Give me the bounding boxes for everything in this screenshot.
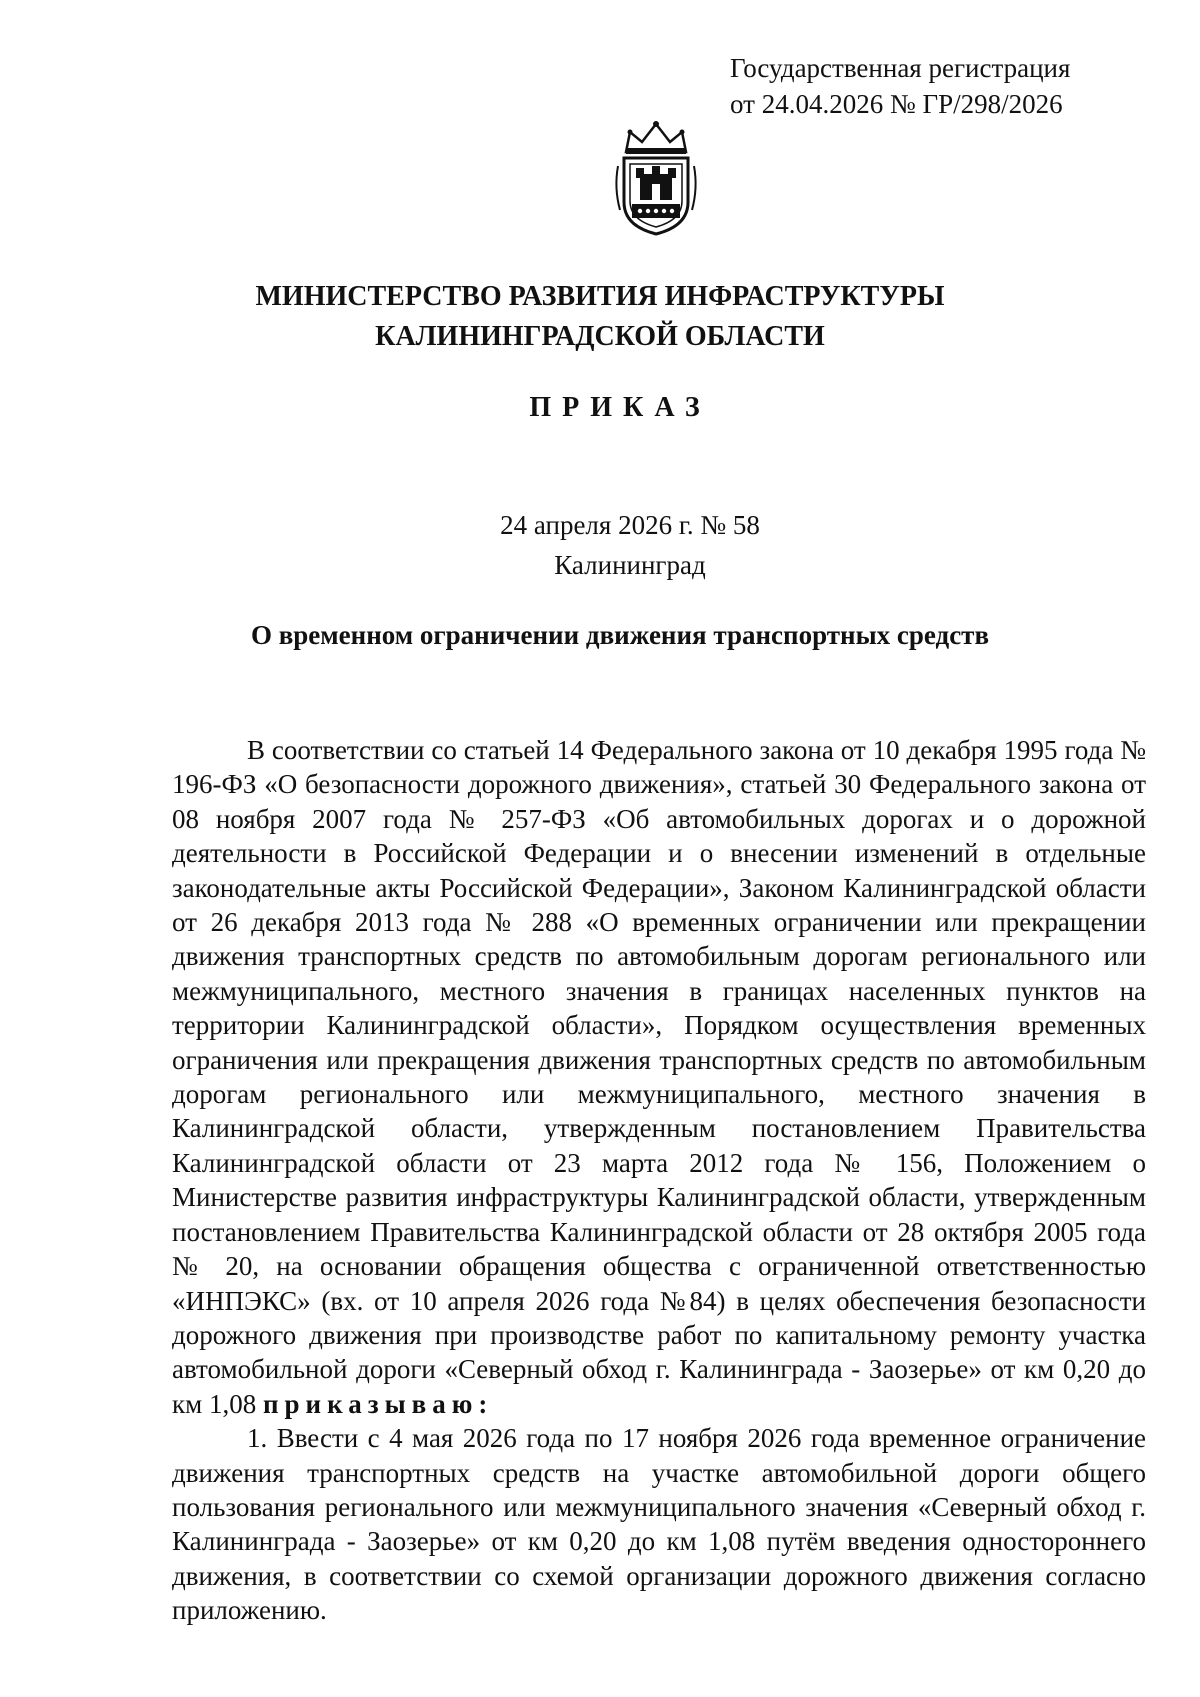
- order-date-block: [0, 505, 1200, 585]
- document-body: [172, 733, 1146, 1628]
- preamble-text: В соответствии со статьей 14 Федерального закона от 10 декабря 1995 года № 196-ФЗ «О безопасности дорожного движения», статьей 30 Федерального закона от 08 ноября 2007 года № 257-ФЗ «Об автомобильных дорогах и о дорожной деятельности в Российской Федерации и о внесении изменений в отдельные законодательные акты Российской Федерации», Законом Калининградской области от 26 декабря 2013 года № 288 «О временных ограничении или прекращении движения транспортных средств по автомобильным дорогам регионального или межмуниципального, местного значения в границах населенных пунктов на территории Калининградской области», Порядком осуществления временных ограничения или прекращения движения транспортных средств по автомобильным дорогам регионального или межмуниципального, местного значения в Калининградской области, утвержденным постановлением Правительства Калининградской области от 23 марта 2012 года № 156, Положением о Министерстве развития инфраструктуры Калининградской области, утвержденным постановлением Правительства Калининградской области от 28 октября 2005 года № 20, на основании обращения общества с ограниченной ответственностью «ИНПЭКС» (вх. от 10 апреля 2026 года №84) в целях обеспечения безопасности дорожного движения при производстве работ по капитальному ремонту участка автомобильной дороги «Северный обход г. Калининграда - Заозерье» от км 0,20 до км 1,08: [172, 735, 1146, 1419]
- order-verb: приказываю:: [262, 1388, 494, 1419]
- order-subject: О временном ограничении движения транспортных средств: [250, 620, 990, 650]
- registration-line-1: Государственная регистрация: [730, 53, 1071, 83]
- ministry-name-line-1: МИНИСТЕРСТВО РАЗВИТИЯ ИНФРАСТРУКТУРЫ: [255, 281, 945, 312]
- ministry-name-line-2: КАЛИНИНГРАДСКОЙ ОБЛАСТИ: [375, 321, 825, 352]
- ministry-name: [0, 277, 1200, 357]
- order-item-1: 1. Ввести с 4 мая 2026 года по 17 ноября 2026 года временное ограничение движения транспортных средств на участке автомобильной дороги общего пользования регионального или межмуниципального значения «Северный обход г. Калининграда - Заозерье» от км 0,20 до км 1,08 путём введения одностороннего движения, в соответствии со схемой организации дорожного движения согласно приложению.: [172, 1423, 1146, 1626]
- registration-stamp: [730, 50, 1070, 122]
- registration-line-2: от 24.04.2026 № ГР/298/2026: [730, 89, 1063, 119]
- order-date-number: 24 апреля 2026 г. № 58: [500, 510, 760, 540]
- document-type-title: ПРИКАЗ: [529, 392, 711, 423]
- order-city: Калининград: [554, 550, 706, 580]
- preamble-paragraph: [172, 733, 1146, 1421]
- kaliningrad-coat-of-arms-icon: [612, 118, 700, 238]
